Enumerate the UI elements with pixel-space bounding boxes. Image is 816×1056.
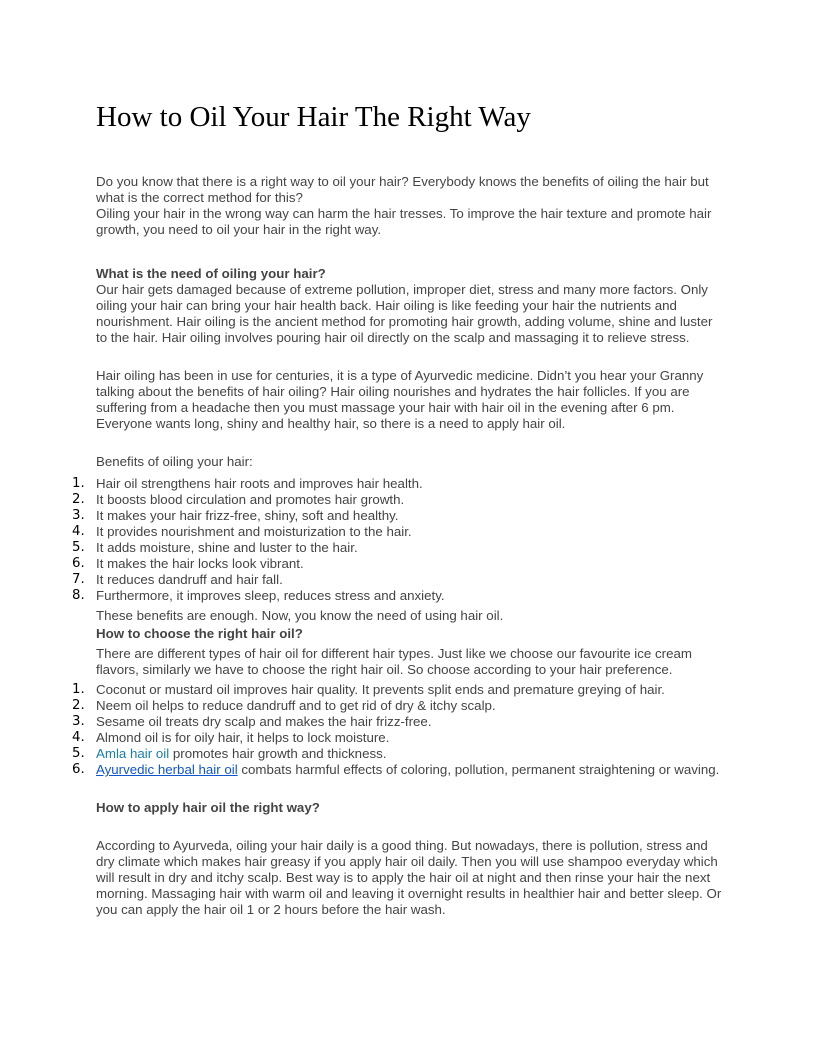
list-item-text: Coconut or mustard oil improves hair quality. It prevents split ends and premature greying of hair. — [96, 682, 665, 697]
list-item-text: Sesame oil treats dry scalp and makes the hair frizz-free. — [96, 714, 432, 729]
list-number: 1. — [72, 476, 85, 491]
list-number: 2. — [72, 698, 85, 713]
need-heading: What is the need of oiling your hair? — [96, 266, 326, 281]
list-item-text: Hair oil strengthens hair roots and improves hair health. — [96, 476, 423, 491]
list-number: 4. — [72, 524, 85, 539]
page-title: How to Oil Your Hair The Right Way — [96, 101, 531, 133]
list-item — [72, 730, 722, 746]
list-item — [72, 682, 722, 698]
list-number: 3. — [72, 714, 85, 729]
list-item — [72, 540, 722, 556]
list-item — [72, 524, 722, 540]
list-number: 5. — [72, 746, 85, 761]
need-paragraph-1: Our hair gets damaged because of extreme pollution, improper diet, stress and many more factors. Only oiling your hair can bring your hair health back. Hair oiling is like feeding your hair the nutrients and nourishment. Hair oiling is the ancient method for promoting hair growth, adding volume, shine and luster to the hair. Hair oiling involves pouring hair oil directly on the scalp and massaging it to relieve stress. — [96, 282, 713, 345]
list-item — [72, 762, 722, 778]
list-number: 3. — [72, 508, 85, 523]
list-item — [72, 746, 722, 762]
apply-heading: How to apply hair oil the right way? — [96, 800, 320, 815]
list-item-text: promotes hair growth and thickness. — [169, 746, 387, 761]
list-item — [72, 556, 722, 572]
benefits-label: Benefits of oiling your hair: — [96, 454, 253, 469]
ayurvedic-herbal-hair-oil-link[interactable]: Ayurvedic herbal hair oil — [96, 762, 238, 777]
list-number: 2. — [72, 492, 85, 507]
list-item — [72, 508, 722, 524]
benefits-closing: These benefits are enough. Now, you know the need of using hair oil. — [96, 608, 504, 623]
choose-paragraph: There are different types of hair oil for different hair types. Just like we choose our favourite ice cream flavors, similarly we have to choose the right hair oil. So choose according to your hair preference. — [96, 646, 692, 677]
choose-heading: How to choose the right hair oil? — [96, 626, 303, 641]
list-item — [72, 588, 722, 604]
list-number: 1. — [72, 682, 85, 697]
article-body — [72, 174, 722, 918]
list-item-text: Almond oil is for oily hair, it helps to lock moisture. — [96, 730, 390, 745]
list-number: 6. — [72, 556, 85, 571]
list-number: 8. — [72, 588, 85, 603]
list-number: 7. — [72, 572, 85, 587]
list-item — [72, 492, 722, 508]
list-item — [72, 572, 722, 588]
intro-paragraph-1: Do you know that there is a right way to oil your hair? Everybody knows the benefits of oiling the hair but what is the correct method for this? — [96, 174, 709, 205]
list-number: 5. — [72, 540, 85, 555]
intro-paragraph-2: Oiling your hair in the wrong way can harm the hair tresses. To improve the hair texture and promote hair growth, you need to oil your hair in the right way. — [96, 206, 712, 237]
list-item — [72, 714, 722, 730]
list-item — [72, 698, 722, 714]
list-item-text: Furthermore, it improves sleep, reduces stress and anxiety. — [96, 588, 445, 603]
apply-paragraph: According to Ayurveda, oiling your hair daily is a good thing. But nowadays, there is pollution, stress and dry climate which makes hair greasy if you apply hair oil daily. Then you will use shampoo everyday which will result in dry and itchy scalp. Best way is to apply the hair oil at night and then rinse your hair the next morning. Massaging hair with warm oil and leaving it overnight results in healthier hair and better sleep. Or you can apply the hair oil 1 or 2 hours before the hair wash. — [96, 838, 722, 917]
list-item-text: It boosts blood circulation and promotes hair growth. — [96, 492, 405, 507]
list-number: 6. — [72, 762, 85, 777]
list-item-text: It adds moisture, shine and luster to the hair. — [96, 540, 358, 555]
list-item-text: It makes the hair locks look vibrant. — [96, 556, 304, 571]
oil-types-list — [72, 682, 722, 778]
list-item-text: combats harmful effects of coloring, pollution, permanent straightening or waving. — [237, 762, 720, 777]
list-item-text: It provides nourishment and moisturization to the hair. — [96, 524, 412, 539]
list-item-text: Neem oil helps to reduce dandruff and to get rid of dry & itchy scalp. — [96, 698, 496, 713]
amla-hair-oil-link[interactable]: Amla hair oil — [96, 746, 170, 761]
list-item — [72, 476, 722, 492]
list-item-text: It reduces dandruff and hair fall. — [96, 572, 283, 587]
need-paragraph-2: Hair oiling has been in use for centuries, it is a type of Ayurvedic medicine. Didn’t you hear your Granny talking about the benefits of hair oiling? Hair oiling nourishes and hydrates the hair follicles. If you are suffering from a headache then you must massage your hair with hair oil in the evening after 6 pm. Everyone wants long, shiny and healthy hair, so there is a need to apply hair oil. — [96, 368, 704, 431]
benefits-list — [72, 476, 722, 604]
list-number: 4. — [72, 730, 85, 745]
list-item-text: It makes your hair frizz-free, shiny, soft and healthy. — [96, 508, 399, 523]
